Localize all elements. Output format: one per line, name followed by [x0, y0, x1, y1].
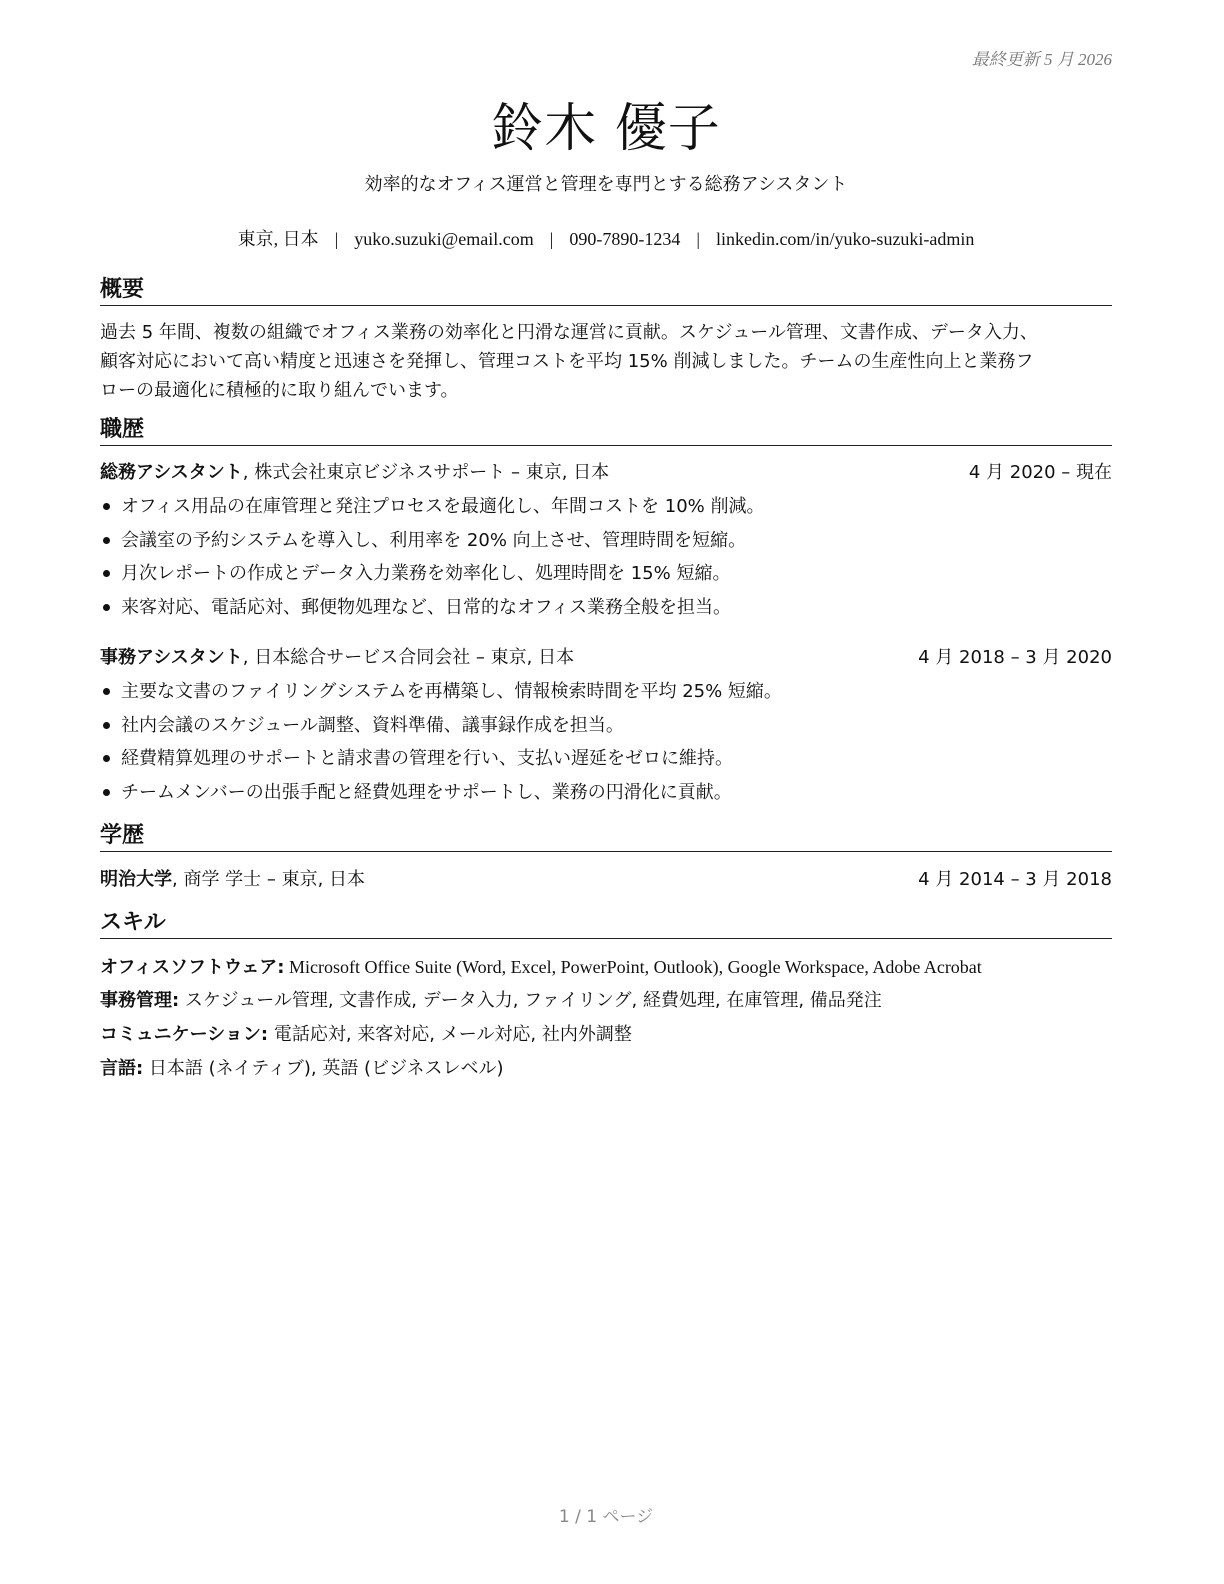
bullet-text: 月次レポートの作成とデータ入力業務を効率化し、処理時間を 15% 短縮。	[121, 563, 731, 584]
bullet-item	[100, 591, 1112, 625]
section-title-summary: 概要	[100, 277, 1112, 306]
education-school: 明治大学	[100, 869, 172, 890]
skill-key: コミュニケーション:	[100, 1024, 269, 1045]
bullet-icon	[103, 570, 110, 577]
bullet-item	[100, 524, 1112, 558]
skills-section	[100, 910, 1112, 939]
summary-line: 顧客対応において高い精度と迅速さを発揮し、管理コストを平均 15% 削減しました。チームの生産性向上と業務フ	[100, 351, 1034, 372]
bullet-icon	[103, 789, 110, 796]
skill-value: 日本語 (ネイティブ), 英語 (ビジネスレベル)	[143, 1058, 504, 1079]
section-title-education: 学歴	[100, 823, 1112, 852]
contact-separator: |	[549, 229, 554, 249]
education-entry	[100, 867, 1112, 893]
skill-key: オフィスソフトウェア:	[100, 957, 285, 978]
skill-key: 言語:	[100, 1058, 144, 1079]
contact-phone: 090-7890-1234	[569, 229, 681, 249]
job-dates: 4 月 2020 – 現在	[968, 462, 1112, 483]
bullet-text: チームメンバーの出張手配と経費処理をサポートし、業務の円滑化に貢献。	[121, 781, 732, 803]
bullet-item	[100, 675, 1112, 709]
person-name: 鈴木 優子	[491, 99, 721, 159]
bullet-icon	[103, 755, 110, 762]
bullet-icon	[103, 503, 110, 510]
bullet-text: 社内会議のスケジュール調整、資料準備、議事録作成を担当。	[121, 714, 624, 736]
bullet-item	[100, 709, 1112, 743]
last-updated: 最終更新 5 月 2026	[971, 50, 1112, 69]
education-header	[100, 867, 1112, 893]
bullet-text: オフィス用品の在庫管理と発注プロセスを最適化し、年間コストを 10% 削減。	[121, 496, 765, 517]
job-dates: 4 月 2018 – 3 月 2020	[918, 647, 1112, 668]
skill-key: 事務管理:	[100, 990, 180, 1011]
job-header	[100, 645, 1112, 671]
skill-value: Microsoft Office Suite (Word, Excel, PowerPoint, Outlook), Google Workspace, Adobe Acrobat	[284, 957, 982, 977]
summary-line: ローの最適化に積極的に取り組んでいます。	[100, 380, 459, 401]
skill-row	[100, 1052, 1112, 1086]
education-dates: 4 月 2014 – 3 月 2018	[918, 869, 1112, 890]
skill-row	[100, 984, 1112, 1018]
bullet-icon	[103, 722, 110, 729]
job-bullets	[100, 490, 1112, 624]
bullet-text: 会議室の予約システムを導入し、利用率を 20% 向上させ、管理時間を短縮。	[121, 529, 747, 551]
contact-separator: |	[334, 229, 339, 249]
education-section	[100, 823, 1112, 852]
job-org: , 株式会社東京ビジネスサポート – 東京, 日本	[242, 462, 610, 483]
contact-line	[100, 225, 1112, 251]
skill-value: 電話応対, 来客対応, メール対応, 社内外調整	[268, 1024, 632, 1045]
bullet-item	[100, 557, 1112, 591]
bullet-icon	[103, 604, 110, 611]
section-title-skills: スキル	[100, 910, 1112, 939]
contact-linkedin[interactable]: linkedin.com/in/yuko-suzuki-admin	[715, 229, 975, 249]
bullet-text: 主要な文書のファイリングシステムを再構築し、情報検索時間を平均 25% 短縮。	[121, 681, 782, 702]
headline: 効率的なオフィス運営と管理を専門とする総務アシスタント	[364, 174, 848, 195]
page-number: 1 / 1 ページ	[558, 1507, 654, 1527]
skill-value: スケジュール管理, 文書作成, データ入力, ファイリング, 経費処理, 在庫管理, 備品発注	[179, 990, 882, 1011]
section-title-experience: 職歴	[100, 417, 1112, 446]
bullet-text: 経費精算処理のサポートと請求書の管理を行い、支払い遅延をゼロに維持。	[121, 748, 733, 769]
job-role: 事務アシスタント	[100, 647, 243, 668]
bullet-item	[100, 490, 1112, 524]
job-bullets	[100, 675, 1112, 809]
education-detail: , 商学 学士 – 東京, 日本	[172, 869, 366, 890]
job-header	[100, 460, 1112, 486]
contact-email[interactable]: yuko.suzuki@email.com	[354, 229, 534, 249]
summary-text	[100, 318, 1112, 405]
contact-separator: |	[696, 229, 700, 249]
bullet-text: 来客対応、電話応対、郵便物処理など、日常的なオフィス業務全般を担当。	[121, 596, 732, 618]
job-entry	[100, 645, 1112, 809]
bullet-icon	[103, 688, 110, 695]
bullet-icon	[103, 537, 110, 544]
bullet-item	[100, 776, 1112, 810]
job-org: , 日本総合サービス合同会社 – 東京, 日本	[242, 647, 575, 668]
skills-list	[100, 950, 1112, 1086]
skill-row	[100, 950, 1112, 984]
summary-section	[100, 277, 1112, 405]
job-role: 総務アシスタント	[100, 462, 243, 483]
skill-row	[100, 1018, 1112, 1052]
job-entry	[100, 460, 1112, 624]
summary-line: 過去 5 年間、複数の組織でオフィス業務の効率化と円滑な運営に貢献。スケジュール管理、文書作成、データ入力、	[100, 322, 1038, 343]
contact-location: 東京, 日本	[237, 229, 319, 249]
bullet-item	[100, 742, 1112, 776]
resume-page	[100, 0, 1112, 1584]
experience-section	[100, 417, 1112, 446]
